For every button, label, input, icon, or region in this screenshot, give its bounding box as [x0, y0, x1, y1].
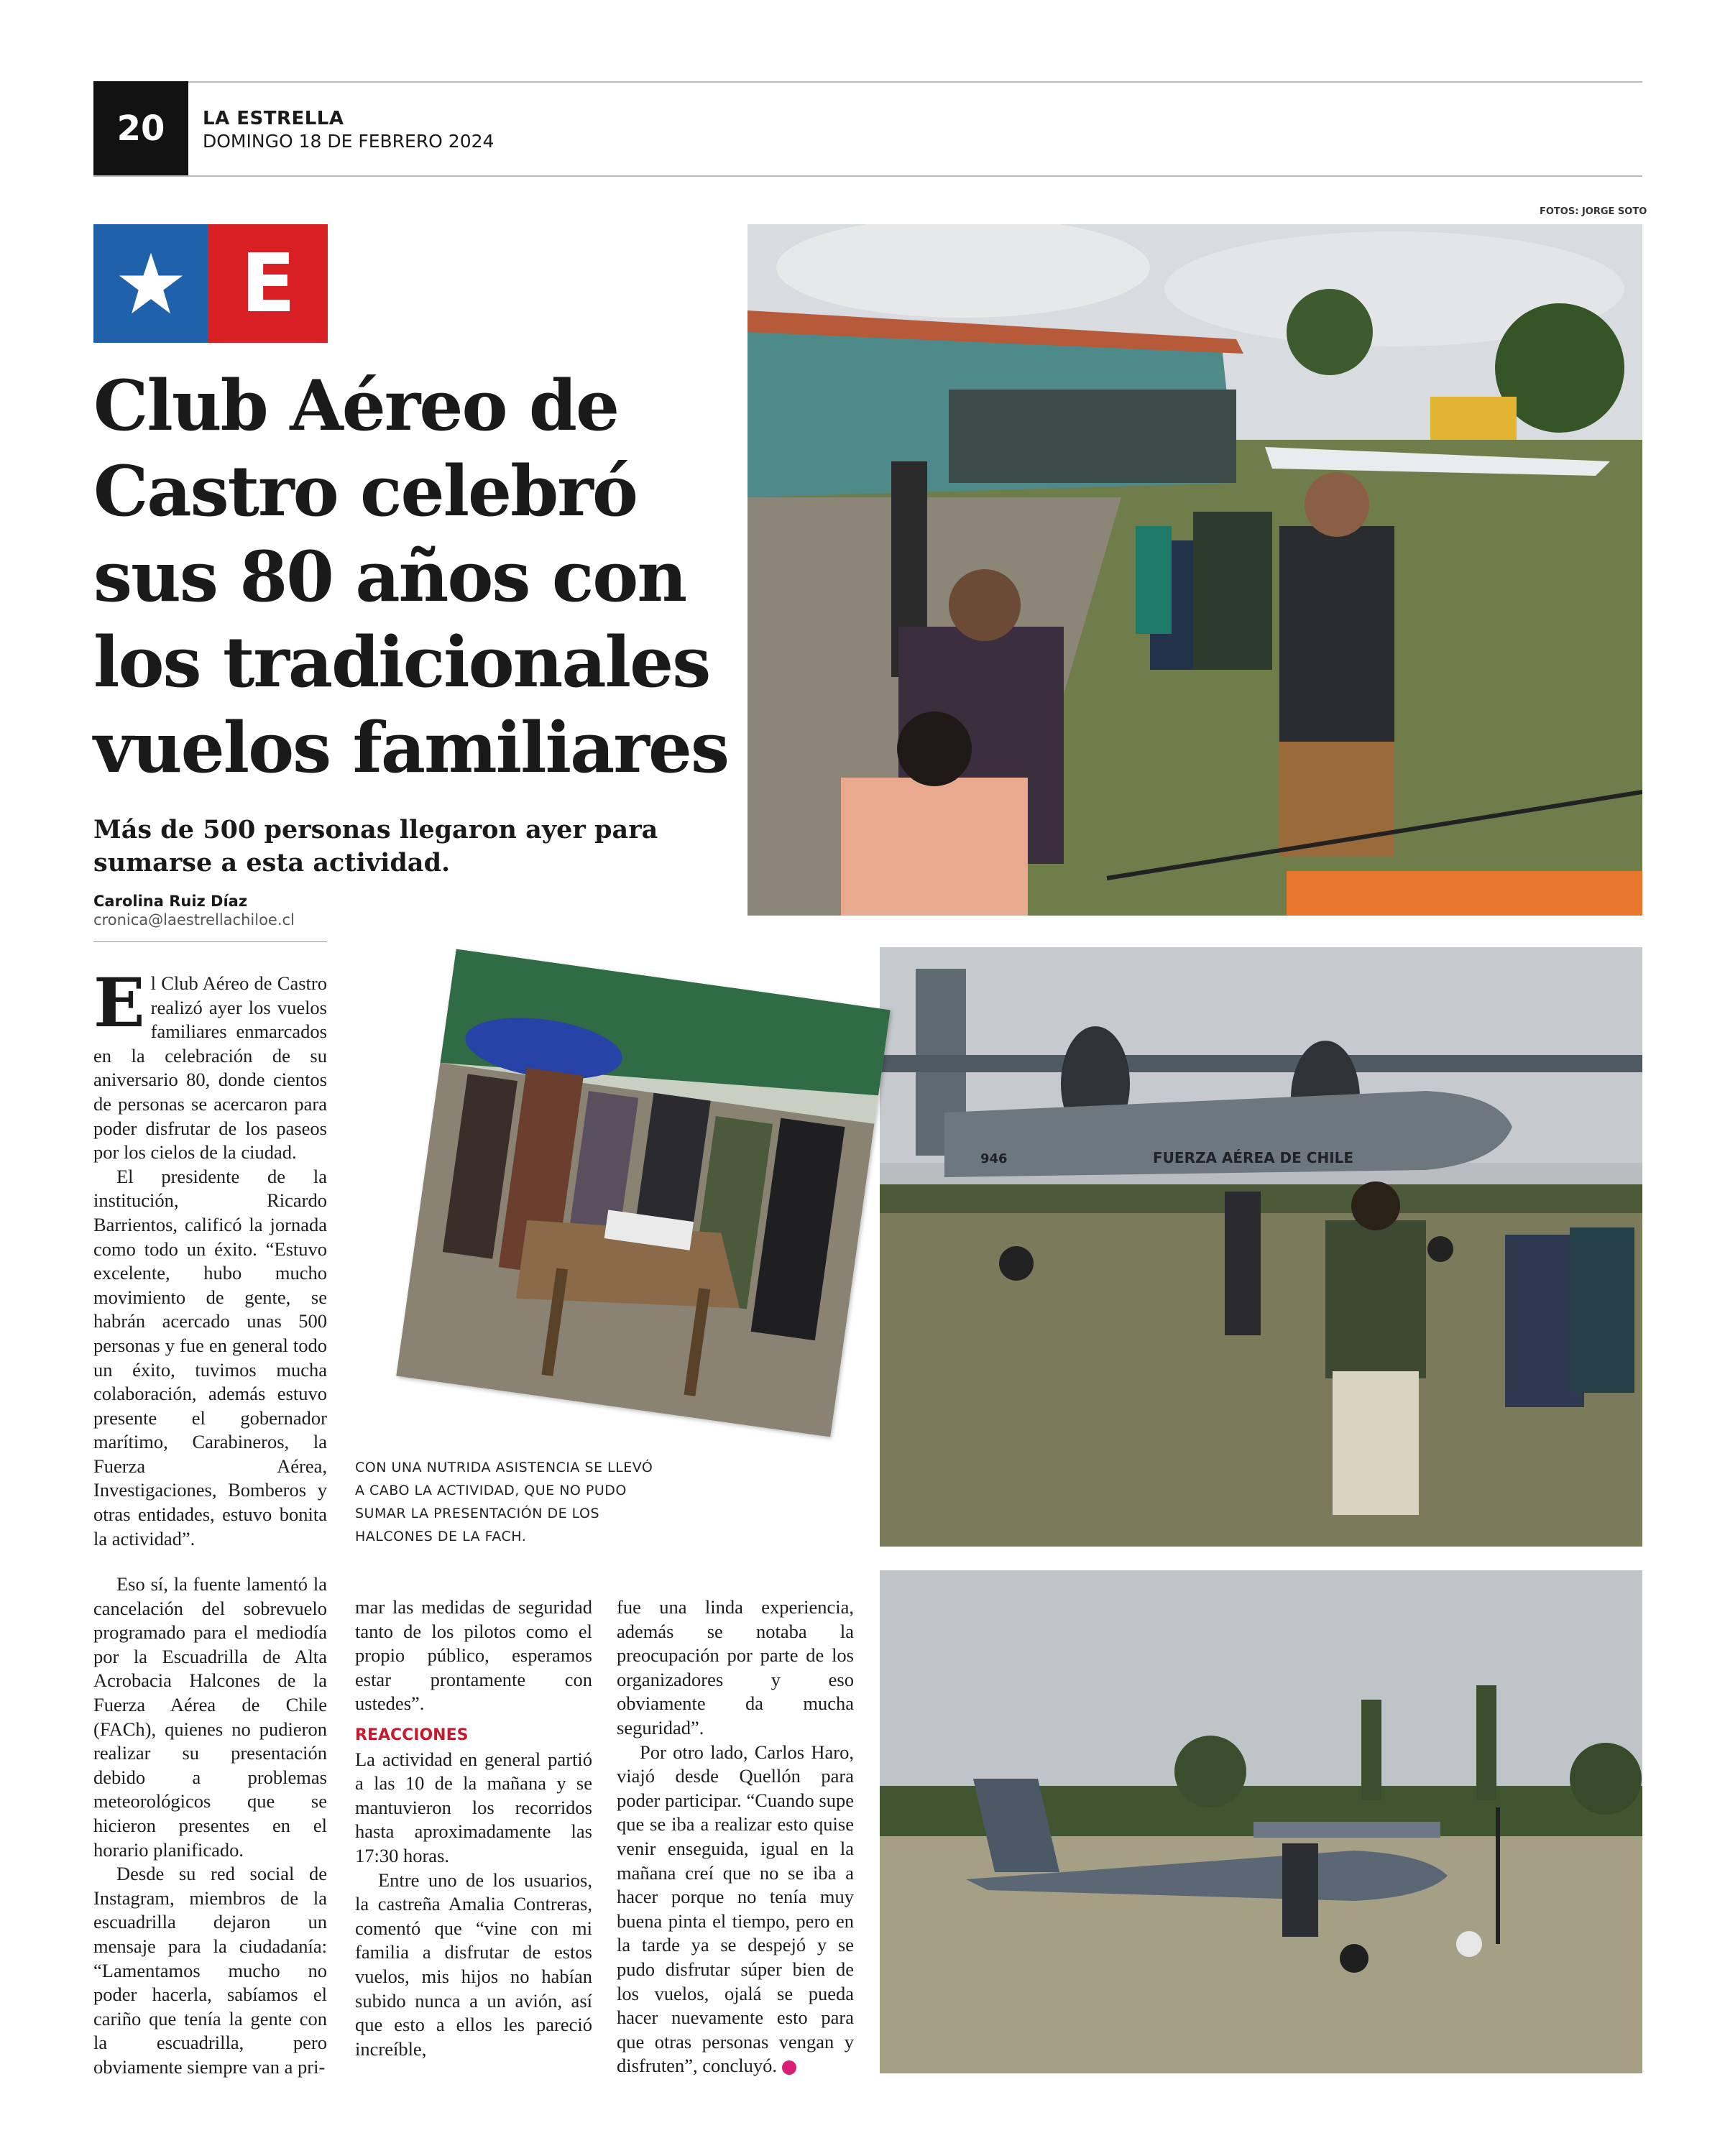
paragraph-amalia: Entre uno de los usuarios, la castreña Amalia Contreras, comentó que “vine con mi familia a disfrutar de estos vuelos, mis hijos no habían subido nunca a un avión, así que esto a ellos les pareció increíble, [355, 1869, 592, 2060]
issue-date: DOMINGO 18 DE FEBRERO 2024 [203, 131, 494, 152]
section-logo-letter: E [240, 236, 296, 331]
byline-rule [93, 941, 327, 942]
article-column-1-bottom [93, 1572, 327, 2079]
article-headline: Club Aéreo de Castro celebró sus 80 años con los tradicionales vuelos familiares [93, 365, 729, 788]
section-logo-star-block [93, 224, 208, 343]
photo-light-aircraft [880, 1570, 1642, 2073]
photo-credit: FOTOS: JORGE SOTO [1540, 206, 1647, 217]
paragraph-intro: l Club Aéreo de Castro realizó ayer los vuelos familiares enmarcados en la celebración de su aniversario 80, donde cientos de personas se acercaron para poder disfrutar de los paseos por los cielos de la ciudad. [93, 972, 327, 1164]
section-logo-letter-block [208, 224, 328, 343]
paragraph-schedule: La actividad en general partió a las 10 de la mañana y se mantuvieron los recorridos hasta aproximadamente las 17:30 horas. [355, 1748, 592, 1866]
author-email: cronica@laestrellachiloe.cl [93, 911, 295, 929]
article-column-2 [355, 1595, 592, 2061]
photo-caption: CON UNA NUTRIDA ASISTENCIA SE LLEVÓ A CABO LA ACTIVIDAD, QUE NO PUDO SUMAR LA PRESENTACIÓN DE LOS HALCONES DE LA FACH. [355, 1460, 653, 1544]
photo-crowd-tents [396, 949, 891, 1437]
paragraph-instagram: Desde su red social de Instagram, miembros de la escuadrilla dejaron un mensaje para la ciudadanía: “Lamentamos mucho no poder hacerla, sabíamos el cariño que tenía la gente con la escuadrilla, pero obviamente siempre van a pri- [93, 1863, 327, 2078]
paragraph-carlos-text: Por otro lado, Carlos Haro, viajó desde Quellón para poder participar. “Cuando supe que se iba a realizar esto quise venir enseguida, igual en la mañana creí que no se iba a hacer porque no tenía muy buena pinta el tiempo, pero en la tarde ya se despejó y se pudo disfrutar súper bien de los vuelos, ojalá se pueda hacer nuevamente esto para que otras personas vengan y disfruten”, concluyó. [617, 1741, 854, 2077]
end-of-article-icon: ✪ [782, 2060, 796, 2075]
paragraph-president: El presidente de la institución, Ricardo Barrientos, calificó la jornada como todo un éxito. “Estuvo excelente, hubo mucho movimiento de gente, se habrán acercado unas 500 personas y fue en general todo un éxito, tuvimos mucha colaboración, además estuvo presente el gobernador marítimo, Carabineros, la Fuerza Aérea, Investigaciones, Bomberos y otras entidades, estuvo bonita la actividad”. [93, 1165, 327, 1549]
header-top-rule [93, 81, 1642, 83]
paragraph-carlos [617, 1741, 854, 2078]
article-column-1-top [93, 964, 327, 1551]
drop-cap: E [93, 964, 145, 1043]
star-icon [116, 249, 185, 318]
article-subheadline: Más de 500 personas llegaron ayer para sumarse a esta actividad. [93, 815, 658, 877]
plane-fuselage-label: FUERZA AÉREA DE CHILE [1153, 1149, 1354, 1166]
paragraph-security: mar las medidas de seguridad tanto de los pilotos como el propio público, esperamos estar prontamente con ustedes”. [355, 1596, 592, 1715]
photo-air-force-plane [880, 947, 1642, 1547]
photo-crowd-hangar [748, 224, 1642, 916]
article-column-3 [617, 1595, 854, 2078]
newspaper-name: LA ESTRELLA [203, 108, 344, 129]
plane-tail-number: 946 [980, 1151, 1008, 1166]
header-bottom-rule [93, 175, 1642, 177]
author-name: Carolina Ruiz Díaz [93, 893, 248, 910]
paragraph-experience: fue una linda experiencia, además se notaba la preocupación por parte de los organizadores y eso obviamente da mucha seguridad”. [617, 1596, 854, 1738]
section-subhead-reacciones: REACCIONES [355, 1726, 469, 1744]
page-number: 20 [93, 81, 188, 175]
paragraph-cancellation: Eso sí, la fuente lamentó la cancelación del sobrevuelo programado para el mediodía por la Escuadrilla de Alta Acrobacia Halcones de la Fuerza Aérea de Chile (FACh), quienes no pudieron realizar su presentación debido a problemas meteorológicos que se hicieron presentes en el horario planificado. [93, 1573, 327, 1861]
